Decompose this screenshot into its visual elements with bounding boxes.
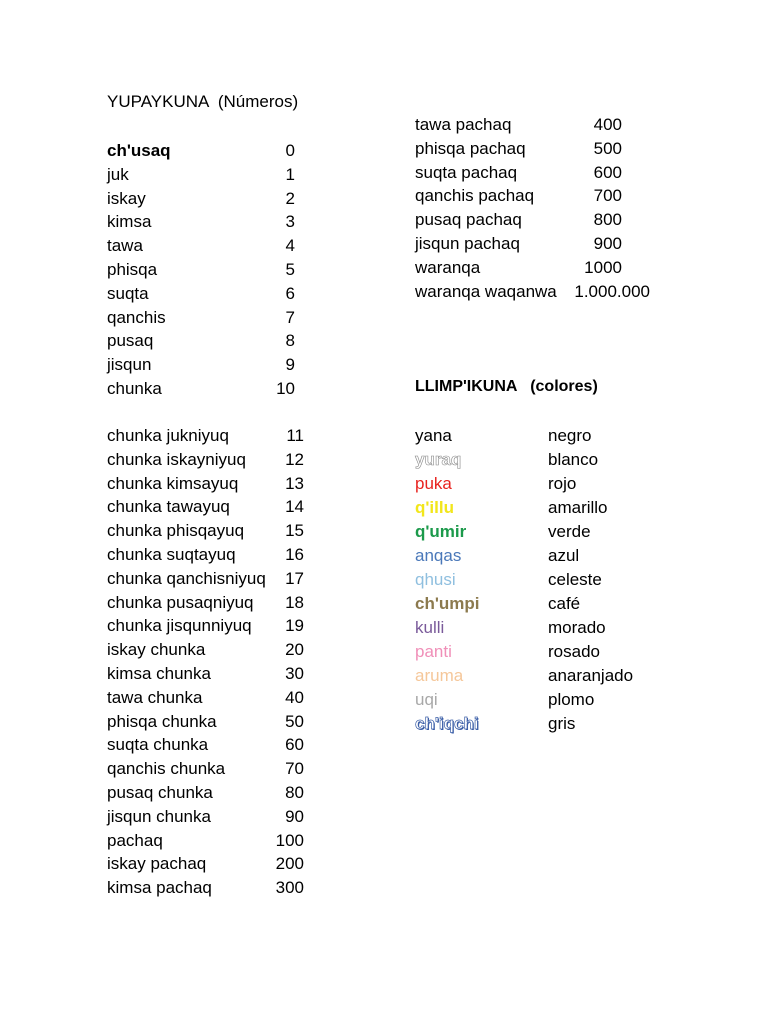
number-row (415, 161, 622, 185)
number-row (107, 781, 304, 805)
number-value: 800 (593, 210, 622, 230)
number-value: 16 (285, 544, 304, 564)
color-word-quechua: yana (415, 426, 452, 445)
number-row (107, 306, 295, 330)
color-word-spanish: plomo (548, 690, 595, 709)
numbers-list-11-300 (107, 424, 304, 900)
number-value: 12 (285, 449, 304, 469)
number-value: 600 (593, 162, 622, 182)
number-value: 3 (285, 212, 295, 232)
number-word: chunka phisqayuq (107, 521, 245, 541)
number-word: qanchis (107, 307, 166, 327)
numbers-list-0-10 (107, 139, 295, 401)
number-value: 7 (285, 307, 295, 327)
number-word: tawa pachaq (415, 115, 512, 134)
number-value: 300 (275, 878, 304, 898)
number-row (415, 137, 622, 161)
number-word: qanchis pachaq (415, 186, 535, 206)
color-word-spanish: rosado (548, 642, 600, 661)
number-row (415, 232, 622, 256)
number-value: 19 (285, 616, 304, 636)
number-row (107, 519, 304, 543)
number-value: 4 (285, 236, 295, 256)
number-value: 40 (285, 687, 304, 707)
color-word-spanish: rojo (548, 474, 577, 493)
color-row (415, 592, 635, 616)
number-word: kimsa (107, 212, 152, 232)
number-row (107, 733, 304, 757)
number-value: 5 (285, 259, 295, 279)
color-row (415, 640, 635, 664)
number-row (107, 258, 295, 282)
number-row (107, 187, 295, 211)
number-word: chunka jisqunniyuq (107, 616, 252, 636)
color-word-quechua: uqi (415, 690, 438, 709)
number-word: suqta chunka (107, 735, 209, 755)
number-word: kimsa pachaq (107, 878, 212, 898)
color-row (415, 496, 635, 520)
number-word: pusaq (107, 331, 154, 351)
number-row (415, 184, 622, 208)
number-row (107, 757, 304, 781)
colors-list (415, 424, 635, 736)
color-word-spanish: negro (548, 426, 592, 445)
number-word: waranqa (415, 257, 481, 277)
number-value: 11 (286, 426, 304, 445)
number-row (107, 614, 304, 638)
color-word-quechua: q'umir (415, 522, 467, 541)
number-word: iskay pachaq (107, 854, 207, 874)
number-row (107, 567, 304, 591)
number-word: phisqa (107, 259, 158, 279)
color-row (415, 424, 635, 448)
number-value: 30 (285, 663, 304, 683)
number-value: 2 (285, 188, 295, 208)
color-word-spanish: blanco (548, 450, 599, 469)
number-row (415, 280, 650, 304)
color-word-quechua: q'illu (415, 498, 454, 517)
color-row (415, 688, 635, 712)
number-row (107, 543, 304, 567)
number-word: chunka iskayniyuq (107, 449, 246, 469)
numbers-title: YUPAYKUNA (Números) (107, 92, 299, 111)
color-word-quechua: qhusi (415, 570, 456, 589)
number-value: 17 (285, 568, 304, 588)
number-row (107, 638, 304, 662)
number-row (107, 495, 304, 519)
color-row (415, 568, 635, 592)
number-value: 8 (285, 331, 295, 351)
color-row (415, 664, 635, 688)
number-value: 90 (285, 806, 304, 826)
number-row (107, 805, 304, 829)
color-word-spanish: azul (548, 546, 580, 565)
color-word-spanish: anaranjado (548, 666, 634, 685)
number-word: pusaq pachaq (415, 210, 522, 230)
number-word: suqta (107, 283, 149, 303)
number-word: chunka kimsayuq (107, 473, 239, 493)
number-word: tawa (107, 236, 143, 256)
number-word: juk (107, 164, 129, 184)
color-row (415, 616, 635, 640)
number-value: 18 (285, 592, 304, 612)
number-value: 50 (285, 711, 304, 731)
number-value: 6 (285, 283, 295, 303)
number-word: jisqun pachaq (415, 233, 520, 253)
number-value: 15 (285, 521, 304, 541)
color-word-quechua: panti (415, 642, 452, 661)
number-row (107, 852, 304, 876)
color-word-quechua: ch'iqchi (415, 714, 479, 733)
number-row (107, 139, 295, 163)
number-row (107, 163, 295, 187)
color-word-quechua: ch'umpi (415, 594, 480, 613)
number-word: qanchis chunka (107, 759, 226, 779)
color-word-quechua: aruma (415, 666, 464, 685)
number-value: 500 (593, 138, 622, 158)
number-row (107, 210, 295, 234)
number-row (107, 876, 304, 900)
number-word: phisqa pachaq (415, 138, 526, 158)
number-value: 0 (285, 141, 295, 160)
number-row (107, 591, 304, 615)
number-word: chunka jukniyuq (107, 426, 229, 445)
colors-title: LLIMP'IKUNA (colores) (415, 378, 598, 395)
number-value: 1.000.000 (574, 281, 650, 301)
number-row (107, 662, 304, 686)
number-value: 100 (275, 830, 304, 850)
color-word-spanish: gris (548, 714, 576, 733)
number-row (107, 448, 304, 472)
number-word: jisqun (107, 355, 152, 375)
number-word: chunka (107, 378, 162, 398)
number-value: 700 (593, 186, 622, 206)
number-value: 13 (285, 473, 304, 493)
number-word: chunka suqtayuq (107, 544, 236, 564)
number-row (107, 686, 304, 710)
number-row (107, 282, 295, 306)
number-word: chunka qanchisniyuq (107, 568, 266, 588)
color-word-spanish: celeste (548, 570, 602, 589)
number-row (415, 208, 622, 232)
color-word-spanish: verde (548, 522, 591, 541)
number-word: chunka tawayuq (107, 497, 230, 517)
number-word: waranqa waqanwa (415, 281, 557, 301)
number-word: phisqa chunka (107, 711, 217, 731)
number-row (107, 710, 304, 734)
number-row (107, 377, 295, 401)
color-row (415, 448, 635, 472)
color-word-spanish: morado (548, 618, 606, 637)
number-value: 20 (285, 640, 304, 660)
number-row (415, 256, 622, 280)
color-word-spanish: café (548, 594, 581, 613)
number-word: iskay (107, 188, 146, 208)
number-row (107, 472, 304, 496)
numbers-list-400-million (415, 113, 650, 303)
number-value: 9 (285, 355, 295, 375)
number-row (107, 234, 295, 258)
number-word: chunka pusaqniyuq (107, 592, 254, 612)
number-row (107, 329, 295, 353)
number-row (107, 424, 304, 448)
color-word-quechua: puka (415, 474, 452, 493)
number-word: pusaq chunka (107, 782, 213, 802)
number-value: 60 (285, 735, 304, 755)
number-word: kimsa chunka (107, 663, 211, 683)
color-word-quechua: yuraq (415, 450, 462, 469)
number-value: 1000 (584, 257, 622, 277)
number-row (107, 353, 295, 377)
color-row (415, 520, 635, 544)
number-word: jisqun chunka (107, 806, 211, 826)
number-value: 200 (275, 854, 304, 874)
number-value: 80 (285, 782, 304, 802)
color-row (415, 712, 635, 736)
number-value: 70 (285, 759, 304, 779)
number-word: pachaq (107, 830, 163, 850)
color-word-quechua: anqas (415, 546, 462, 565)
number-word: ch'usaq (107, 141, 171, 160)
number-word: suqta pachaq (415, 162, 518, 182)
color-row (415, 472, 635, 496)
number-value: 10 (276, 378, 295, 398)
color-word-quechua: kulli (415, 618, 445, 637)
number-value: 1 (285, 164, 295, 184)
number-word: tawa chunka (107, 687, 203, 707)
color-word-spanish: amarillo (548, 498, 608, 517)
number-row (107, 829, 304, 853)
number-word: iskay chunka (107, 640, 206, 660)
color-row (415, 544, 635, 568)
number-value: 14 (285, 497, 304, 517)
number-value: 400 (593, 115, 622, 134)
number-value: 900 (593, 233, 622, 253)
number-row (415, 113, 622, 137)
